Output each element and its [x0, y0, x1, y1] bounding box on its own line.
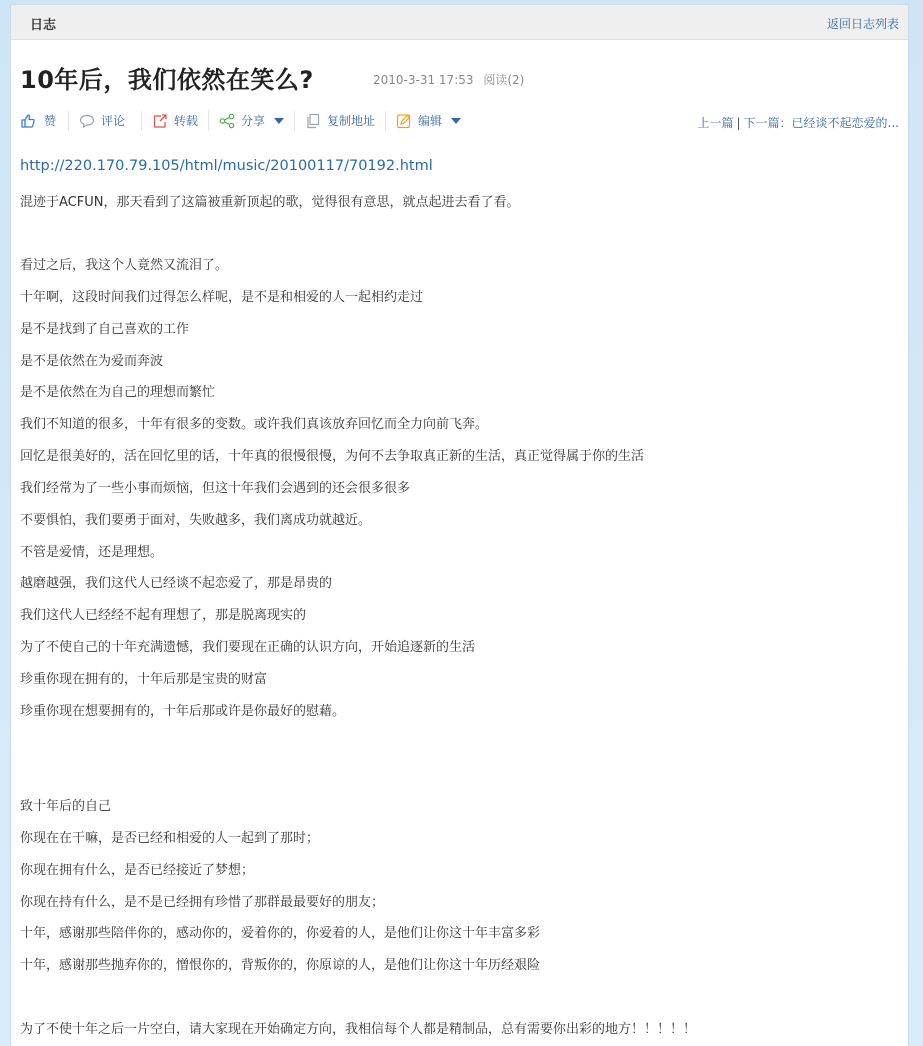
content-line: 混迹于ACFUN，那天看到了这篇被重新顶起的歌，觉得很有意思，就点起进去看了看。 — [20, 195, 520, 210]
prev-post-link[interactable]: 上一篇 — [697, 116, 734, 130]
share-button[interactable] — [219, 112, 284, 129]
toolbar-divider — [294, 111, 295, 131]
content-line: 我们不知道的很多，十年有很多的变数。或许我们真该放弃回忆而全力向前飞奔。 — [20, 417, 489, 432]
post-toolbar — [20, 109, 899, 133]
edit-label: 编辑 — [418, 114, 443, 128]
next-post-link[interactable]: 下一篇：已经谈不起恋爱的... — [743, 116, 899, 130]
repost-icon — [152, 113, 168, 129]
content-line: 珍重你现在想要拥有的，十年后那或许是你最好的慰藉。 — [20, 704, 346, 719]
edit-button[interactable] — [396, 112, 461, 129]
content-line: 为了不使自己的十年充满遗憾，我们要现在正确的认识方向，开始追逐新的生活 — [20, 640, 476, 655]
content-line: 你现在在干嘛，是否已经和相爱的人一起到了那时； — [20, 831, 320, 846]
content-line: 回忆是很美好的，活在回忆里的话，十年真的很慢很慢，为何不去争取真正新的生活，真正觉得属于你的生活 — [20, 449, 645, 464]
comment-label: 评论 — [101, 114, 126, 128]
content-line: 十年啊，这段时间我们过得怎么样呢，是不是和相爱的人一起相约走过 — [20, 290, 424, 305]
content-line: 你现在持有什么，是不是已经拥有珍惜了那群最最要好的朋友； — [20, 895, 385, 910]
blog-panel — [10, 4, 909, 1046]
panel-header — [11, 5, 908, 40]
post-meta — [373, 71, 530, 88]
content-line: 珍重你现在拥有的，十年后那是宝贵的财富 — [20, 672, 268, 687]
repost-button[interactable] — [152, 112, 198, 129]
content-line: 为了不使十年之后一片空白，请大家现在开始确定方向，我相信每个人都是精制品，总有需要你出彩的地方！！！！！ — [20, 1022, 697, 1037]
chevron-down-icon — [274, 118, 284, 124]
content-line: 不要惧怕，我们要勇于面对，失败越多，我们离成功就越近。 — [20, 513, 372, 528]
like-label: 赞 — [44, 114, 57, 128]
chevron-down-icon — [451, 118, 461, 124]
content-line: 十年，感谢那些抛弃你的，憎恨你的，背叛你的，你原谅的人，是他们让你这十年历经艰险 — [20, 958, 541, 973]
copy-address-label: 复制地址 — [327, 114, 376, 128]
post-navigation — [697, 114, 899, 131]
content-line: 致十年后的自己 — [20, 799, 112, 814]
comment-bubble-icon — [79, 113, 95, 129]
comment-button[interactable] — [79, 112, 125, 129]
edit-pencil-icon — [396, 113, 412, 129]
content-line: 是不是依然在为自己的理想而繁忙 — [20, 385, 216, 400]
content-line: 我们这代人已经经不起有理想了，那是脱离现实的 — [20, 608, 307, 623]
read-count: 阅读(2) — [483, 73, 525, 87]
toolbar-divider — [68, 111, 69, 131]
post-title: 10年后，我们依然在笑么? — [20, 66, 314, 94]
toolbar-divider — [141, 111, 142, 131]
share-label: 分享 — [241, 114, 266, 128]
toolbar-divider — [208, 111, 209, 131]
content-line: 十年，感谢那些陪伴你的，感动你的，爱着你的，你爱着的人，是他们让你这十年丰富多彩 — [20, 926, 541, 941]
back-to-list-link[interactable]: 返回日志列表 — [826, 17, 899, 31]
content-line: 我们经常为了一些小事而烦恼，但这十年我们会遇到的还会很多很多 — [20, 481, 411, 496]
content-line: 看过之后，我这个人竟然又流泪了。 — [20, 258, 229, 273]
like-button[interactable] — [20, 112, 56, 129]
thumbs-up-icon — [20, 113, 36, 129]
content-line: 越磨越强，我们这代人已经谈不起恋爱了，那是昂贵的 — [20, 576, 333, 591]
repost-label: 转载 — [174, 114, 199, 128]
post-datetime: 2010-3-31 17:53 — [373, 73, 474, 87]
content-line: 不管是爱情，还是理想。 — [20, 545, 164, 560]
content-line: 是不是依然在为爱而奔波 — [20, 354, 164, 369]
copy-address-button[interactable] — [305, 112, 375, 129]
share-icon — [219, 113, 235, 129]
toolbar-divider — [385, 111, 386, 131]
content-line: 是不是找到了自己喜欢的工作 — [20, 322, 190, 337]
nav-separator: | — [736, 116, 741, 130]
content-line: 你现在拥有什么，是否已经接近了梦想； — [20, 863, 255, 878]
post-source-link[interactable]: http://220.170.79.105/html/music/20100117/70192.html — [20, 158, 433, 174]
copy-icon — [305, 113, 321, 129]
panel-title: 日志 — [30, 18, 57, 33]
